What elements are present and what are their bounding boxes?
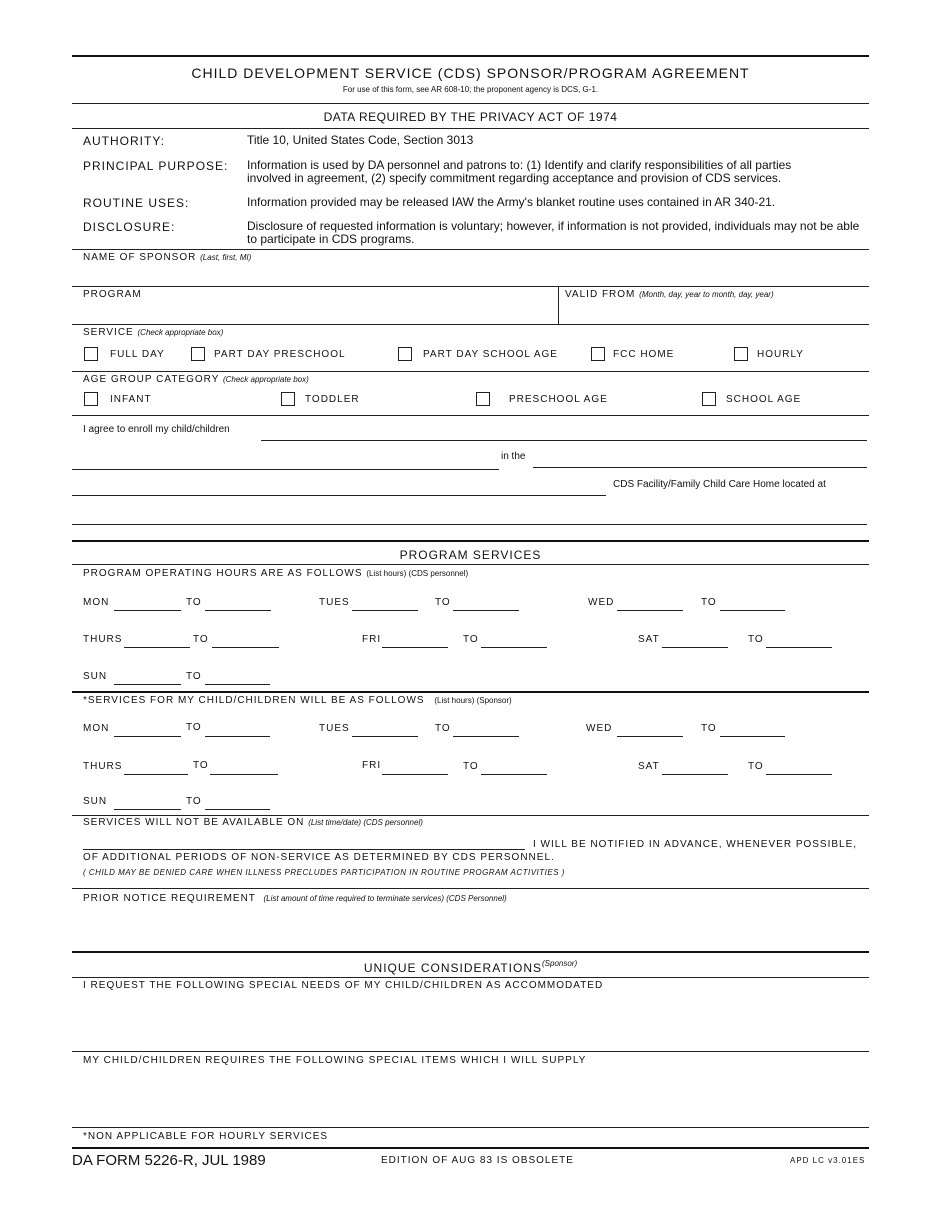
program-services-header: PROGRAM SERVICES bbox=[399, 548, 542, 562]
authority-label: AUTHORITY: bbox=[83, 134, 166, 148]
op-fri-to[interactable] bbox=[481, 647, 547, 648]
children-names-line[interactable] bbox=[261, 440, 867, 441]
ch-tues-to-label: TO bbox=[435, 723, 451, 734]
op-sat-to-label: TO bbox=[748, 634, 764, 645]
valid-from-hint: (Month, day, year to month, day, year) bbox=[639, 290, 774, 299]
program-name-line[interactable] bbox=[533, 467, 867, 468]
op-tues-to[interactable] bbox=[453, 610, 519, 611]
ch-wed-to-label: TO bbox=[701, 723, 717, 734]
facility-line[interactable] bbox=[72, 495, 606, 496]
divider bbox=[558, 286, 559, 324]
disclosure-label: DISCLOSURE: bbox=[83, 220, 176, 234]
purpose-label: PRINCIPAL PURPOSE: bbox=[83, 159, 229, 173]
form-subtitle: For use of this form, see AR 608-10; the proponent agency is DCS, G-1. bbox=[342, 85, 599, 94]
preschool-age-checkbox[interactable] bbox=[476, 392, 490, 406]
ch-wed-label: WED bbox=[586, 723, 613, 734]
child-services-hint: (List hours) (Sponsor) bbox=[434, 696, 512, 705]
op-fri-to-label: TO bbox=[463, 634, 479, 645]
ch-thurs-to[interactable] bbox=[210, 774, 278, 775]
hourly-checkbox[interactable] bbox=[734, 347, 748, 361]
op-wed-to[interactable] bbox=[720, 610, 785, 611]
routine-uses-label: ROUTINE USES: bbox=[83, 196, 190, 210]
not-available-label: SERVICES WILL NOT BE AVAILABLE ON bbox=[83, 817, 305, 828]
child-services-heading bbox=[83, 695, 512, 706]
unique-header: UNIQUE CONSIDERATIONS bbox=[363, 961, 542, 975]
op-sun-label: SUN bbox=[83, 671, 108, 682]
op-thurs-from[interactable] bbox=[124, 647, 190, 648]
top-rule bbox=[72, 55, 869, 57]
op-thurs-label: THURS bbox=[83, 634, 123, 645]
ch-fri-label: FRI bbox=[362, 760, 382, 771]
ch-tues-to[interactable] bbox=[453, 736, 519, 737]
section-rule bbox=[72, 951, 869, 953]
enroll-agree-text: I agree to enroll my child/children bbox=[83, 424, 230, 435]
op-wed-to-label: TO bbox=[701, 597, 717, 608]
hourly-label: HOURLY bbox=[757, 349, 804, 360]
ch-sat-to-label: TO bbox=[748, 761, 764, 772]
ch-tues-from[interactable] bbox=[352, 736, 418, 737]
valid-from-field[interactable] bbox=[565, 289, 774, 300]
special-needs-label: I REQUEST THE FOLLOWING SPECIAL NEEDS OF MY CHILD/CHILDREN AS ACCOMMODATED bbox=[83, 980, 604, 991]
rule bbox=[72, 286, 869, 287]
op-sat-label: SAT bbox=[638, 634, 660, 645]
op-mon-from[interactable] bbox=[114, 610, 181, 611]
full-day-label: FULL DAY bbox=[110, 349, 165, 360]
rule bbox=[72, 1051, 869, 1052]
program-label: PROGRAM bbox=[83, 289, 142, 300]
in-the-text: in the bbox=[501, 451, 526, 462]
rule bbox=[72, 415, 869, 416]
service-heading bbox=[83, 327, 223, 338]
op-tues-from[interactable] bbox=[352, 610, 418, 611]
privacy-header: DATA REQUIRED BY THE PRIVACY ACT OF 1974 bbox=[323, 110, 618, 124]
disclosure-line2: to participate in CDS programs. bbox=[247, 232, 415, 246]
operating-hours-hint: (List hours) (CDS personnel) bbox=[366, 569, 469, 578]
fcc-home-label: FCC HOME bbox=[613, 349, 675, 360]
op-thurs-to-label: TO bbox=[193, 634, 209, 645]
rule bbox=[72, 888, 869, 889]
service-label: SERVICE bbox=[83, 327, 134, 338]
infant-label: INFANT bbox=[110, 394, 152, 405]
unique-hint: (Sponsor) bbox=[542, 959, 578, 968]
ch-sun-to[interactable] bbox=[205, 809, 270, 810]
service-hint: (Check appropriate box) bbox=[137, 328, 224, 337]
rule bbox=[72, 324, 869, 325]
op-sat-to[interactable] bbox=[766, 647, 832, 648]
ch-mon-to[interactable] bbox=[205, 736, 270, 737]
not-available-heading bbox=[83, 817, 423, 828]
age-group-heading bbox=[83, 374, 309, 385]
op-wed-from[interactable] bbox=[617, 610, 683, 611]
purpose-line1: Information is used by DA personnel and patrons to: (1) Identify and clarify responsibilities of all parties bbox=[247, 158, 792, 172]
infant-checkbox[interactable] bbox=[84, 392, 98, 406]
bottom-rule bbox=[72, 1147, 869, 1149]
sponsor-hint: (Last, first, MI) bbox=[200, 253, 252, 262]
op-sun-from[interactable] bbox=[114, 684, 181, 685]
purpose-line2: involved in agreement, (2) specify commitment regarding acceptance and provision of CDS services. bbox=[247, 171, 782, 185]
ch-sun-label: SUN bbox=[83, 796, 108, 807]
op-mon-to[interactable] bbox=[205, 610, 271, 611]
ch-mon-label: MON bbox=[83, 723, 110, 734]
ch-sat-to[interactable] bbox=[766, 774, 832, 775]
rule bbox=[72, 691, 869, 693]
sponsor-name-field[interactable] bbox=[83, 252, 251, 263]
age-group-hint: (Check appropriate box) bbox=[222, 375, 309, 384]
part-day-preschool-checkbox[interactable] bbox=[191, 347, 205, 361]
valid-from-label: VALID FROM bbox=[565, 289, 636, 300]
program-field[interactable] bbox=[83, 289, 142, 300]
ch-fri-to[interactable] bbox=[481, 774, 547, 775]
form-number: DA FORM 5226-R, JUL 1989 bbox=[72, 1152, 266, 1169]
ch-sat-label: SAT bbox=[638, 761, 660, 772]
ch-sat-from[interactable] bbox=[662, 774, 728, 775]
children-names-line-2[interactable] bbox=[72, 469, 499, 470]
not-available-hint: (List time/date) (CDS personnel) bbox=[308, 818, 423, 827]
disclosure-line1: Disclosure of requested information is voluntary; however, if information is not provided, individuals may not be able bbox=[247, 219, 860, 233]
ch-mon-to-label: TO bbox=[186, 722, 202, 733]
ch-thurs-from[interactable] bbox=[124, 774, 188, 775]
ch-sun-from[interactable] bbox=[114, 809, 181, 810]
part-day-preschool-label: PART DAY PRESCHOOL bbox=[214, 349, 346, 360]
toddler-label: TODDLER bbox=[305, 394, 360, 405]
ch-wed-to[interactable] bbox=[720, 736, 785, 737]
special-items-label: MY CHILD/CHILDREN REQUIRES THE FOLLOWING SPECIAL ITEMS WHICH I WILL SUPPLY bbox=[83, 1055, 587, 1066]
op-mon-to-label: TO bbox=[186, 597, 202, 608]
age-group-label: AGE GROUP CATEGORY bbox=[83, 374, 220, 385]
rule bbox=[72, 128, 869, 129]
rule bbox=[72, 1127, 869, 1128]
op-fri-label: FRI bbox=[362, 634, 382, 645]
op-sun-to[interactable] bbox=[205, 684, 270, 685]
form-title: CHILD DEVELOPMENT SERVICE (CDS) SPONSOR/PROGRAM AGREEMENT bbox=[191, 65, 750, 81]
version-tag: APD LC v3.01ES bbox=[790, 1156, 866, 1165]
facility-text: CDS Facility/Family Child Care Home located at bbox=[613, 479, 826, 490]
operating-hours-label: PROGRAM OPERATING HOURS ARE AS FOLLOWS bbox=[83, 568, 363, 579]
part-day-school-age-label: PART DAY SCHOOL AGE bbox=[423, 349, 558, 360]
operating-hours-heading bbox=[83, 568, 468, 579]
rule bbox=[72, 977, 869, 978]
unique-heading bbox=[72, 959, 869, 977]
ch-thurs-label: THURS bbox=[83, 761, 123, 772]
fcc-home-checkbox[interactable] bbox=[591, 347, 605, 361]
ch-mon-from[interactable] bbox=[114, 736, 181, 737]
part-day-school-age-checkbox[interactable] bbox=[398, 347, 412, 361]
ch-fri-from[interactable] bbox=[382, 774, 448, 775]
rule bbox=[72, 371, 869, 372]
school-age-label: SCHOOL AGE bbox=[726, 394, 802, 405]
op-tues-label: TUES bbox=[319, 597, 350, 608]
preschool-age-label: PRESCHOOL AGE bbox=[509, 394, 608, 405]
toddler-checkbox[interactable] bbox=[281, 392, 295, 406]
op-fri-from[interactable] bbox=[382, 647, 448, 648]
prior-notice-label: PRIOR NOTICE REQUIREMENT bbox=[83, 893, 256, 904]
op-wed-label: WED bbox=[588, 597, 615, 608]
ch-thurs-to-label: TO bbox=[193, 760, 209, 771]
routine-uses-text: Information provided may be released IAW the Army's blanket routine uses contained in AR 340-21. bbox=[247, 195, 776, 209]
rule bbox=[72, 815, 869, 816]
rule bbox=[72, 103, 869, 104]
rule bbox=[72, 249, 869, 250]
ch-wed-from[interactable] bbox=[617, 736, 683, 737]
op-tues-to-label: TO bbox=[435, 597, 451, 608]
prior-notice-field[interactable] bbox=[83, 893, 507, 904]
special-needs-field[interactable] bbox=[83, 980, 603, 991]
not-available-line[interactable] bbox=[83, 849, 525, 850]
special-items-field[interactable] bbox=[83, 1055, 586, 1066]
op-thurs-to[interactable] bbox=[212, 647, 279, 648]
ch-sun-to-label: TO bbox=[186, 796, 202, 807]
op-mon-label: MON bbox=[83, 597, 110, 608]
op-sat-from[interactable] bbox=[662, 647, 728, 648]
sponsor-label: NAME OF SPONSOR bbox=[83, 252, 197, 263]
ch-fri-to-label: TO bbox=[463, 761, 479, 772]
rule bbox=[72, 564, 869, 565]
section-rule bbox=[72, 540, 869, 542]
full-day-checkbox[interactable] bbox=[84, 347, 98, 361]
op-sun-to-label: TO bbox=[186, 671, 202, 682]
notified-text: I WILL BE NOTIFIED IN ADVANCE, WHENEVER POSSIBLE, bbox=[533, 839, 858, 850]
location-line[interactable] bbox=[72, 524, 867, 525]
additional-periods-text: OF ADDITIONAL PERIODS OF NON-SERVICE AS DETERMINED BY CDS PERSONNEL. bbox=[83, 852, 555, 863]
school-age-checkbox[interactable] bbox=[702, 392, 716, 406]
authority-text: Title 10, United States Code, Section 3013 bbox=[247, 133, 474, 147]
footnote: *NON APPLICABLE FOR HOURLY SERVICES bbox=[83, 1131, 329, 1142]
ch-tues-label: TUES bbox=[319, 723, 350, 734]
prior-notice-hint: (List amount of time required to terminate services) (CDS Personnel) bbox=[263, 894, 507, 903]
edition-note: EDITION OF AUG 83 IS OBSOLETE bbox=[381, 1155, 574, 1166]
child-services-label: *SERVICES FOR MY CHILD/CHILDREN WILL BE AS FOLLOWS bbox=[83, 695, 425, 706]
illness-note: ( CHILD MAY BE DENIED CARE WHEN ILLNESS PRECLUDES PARTICIPATION IN ROUTINE PROGRAM ACTIVITIES ) bbox=[83, 868, 565, 877]
